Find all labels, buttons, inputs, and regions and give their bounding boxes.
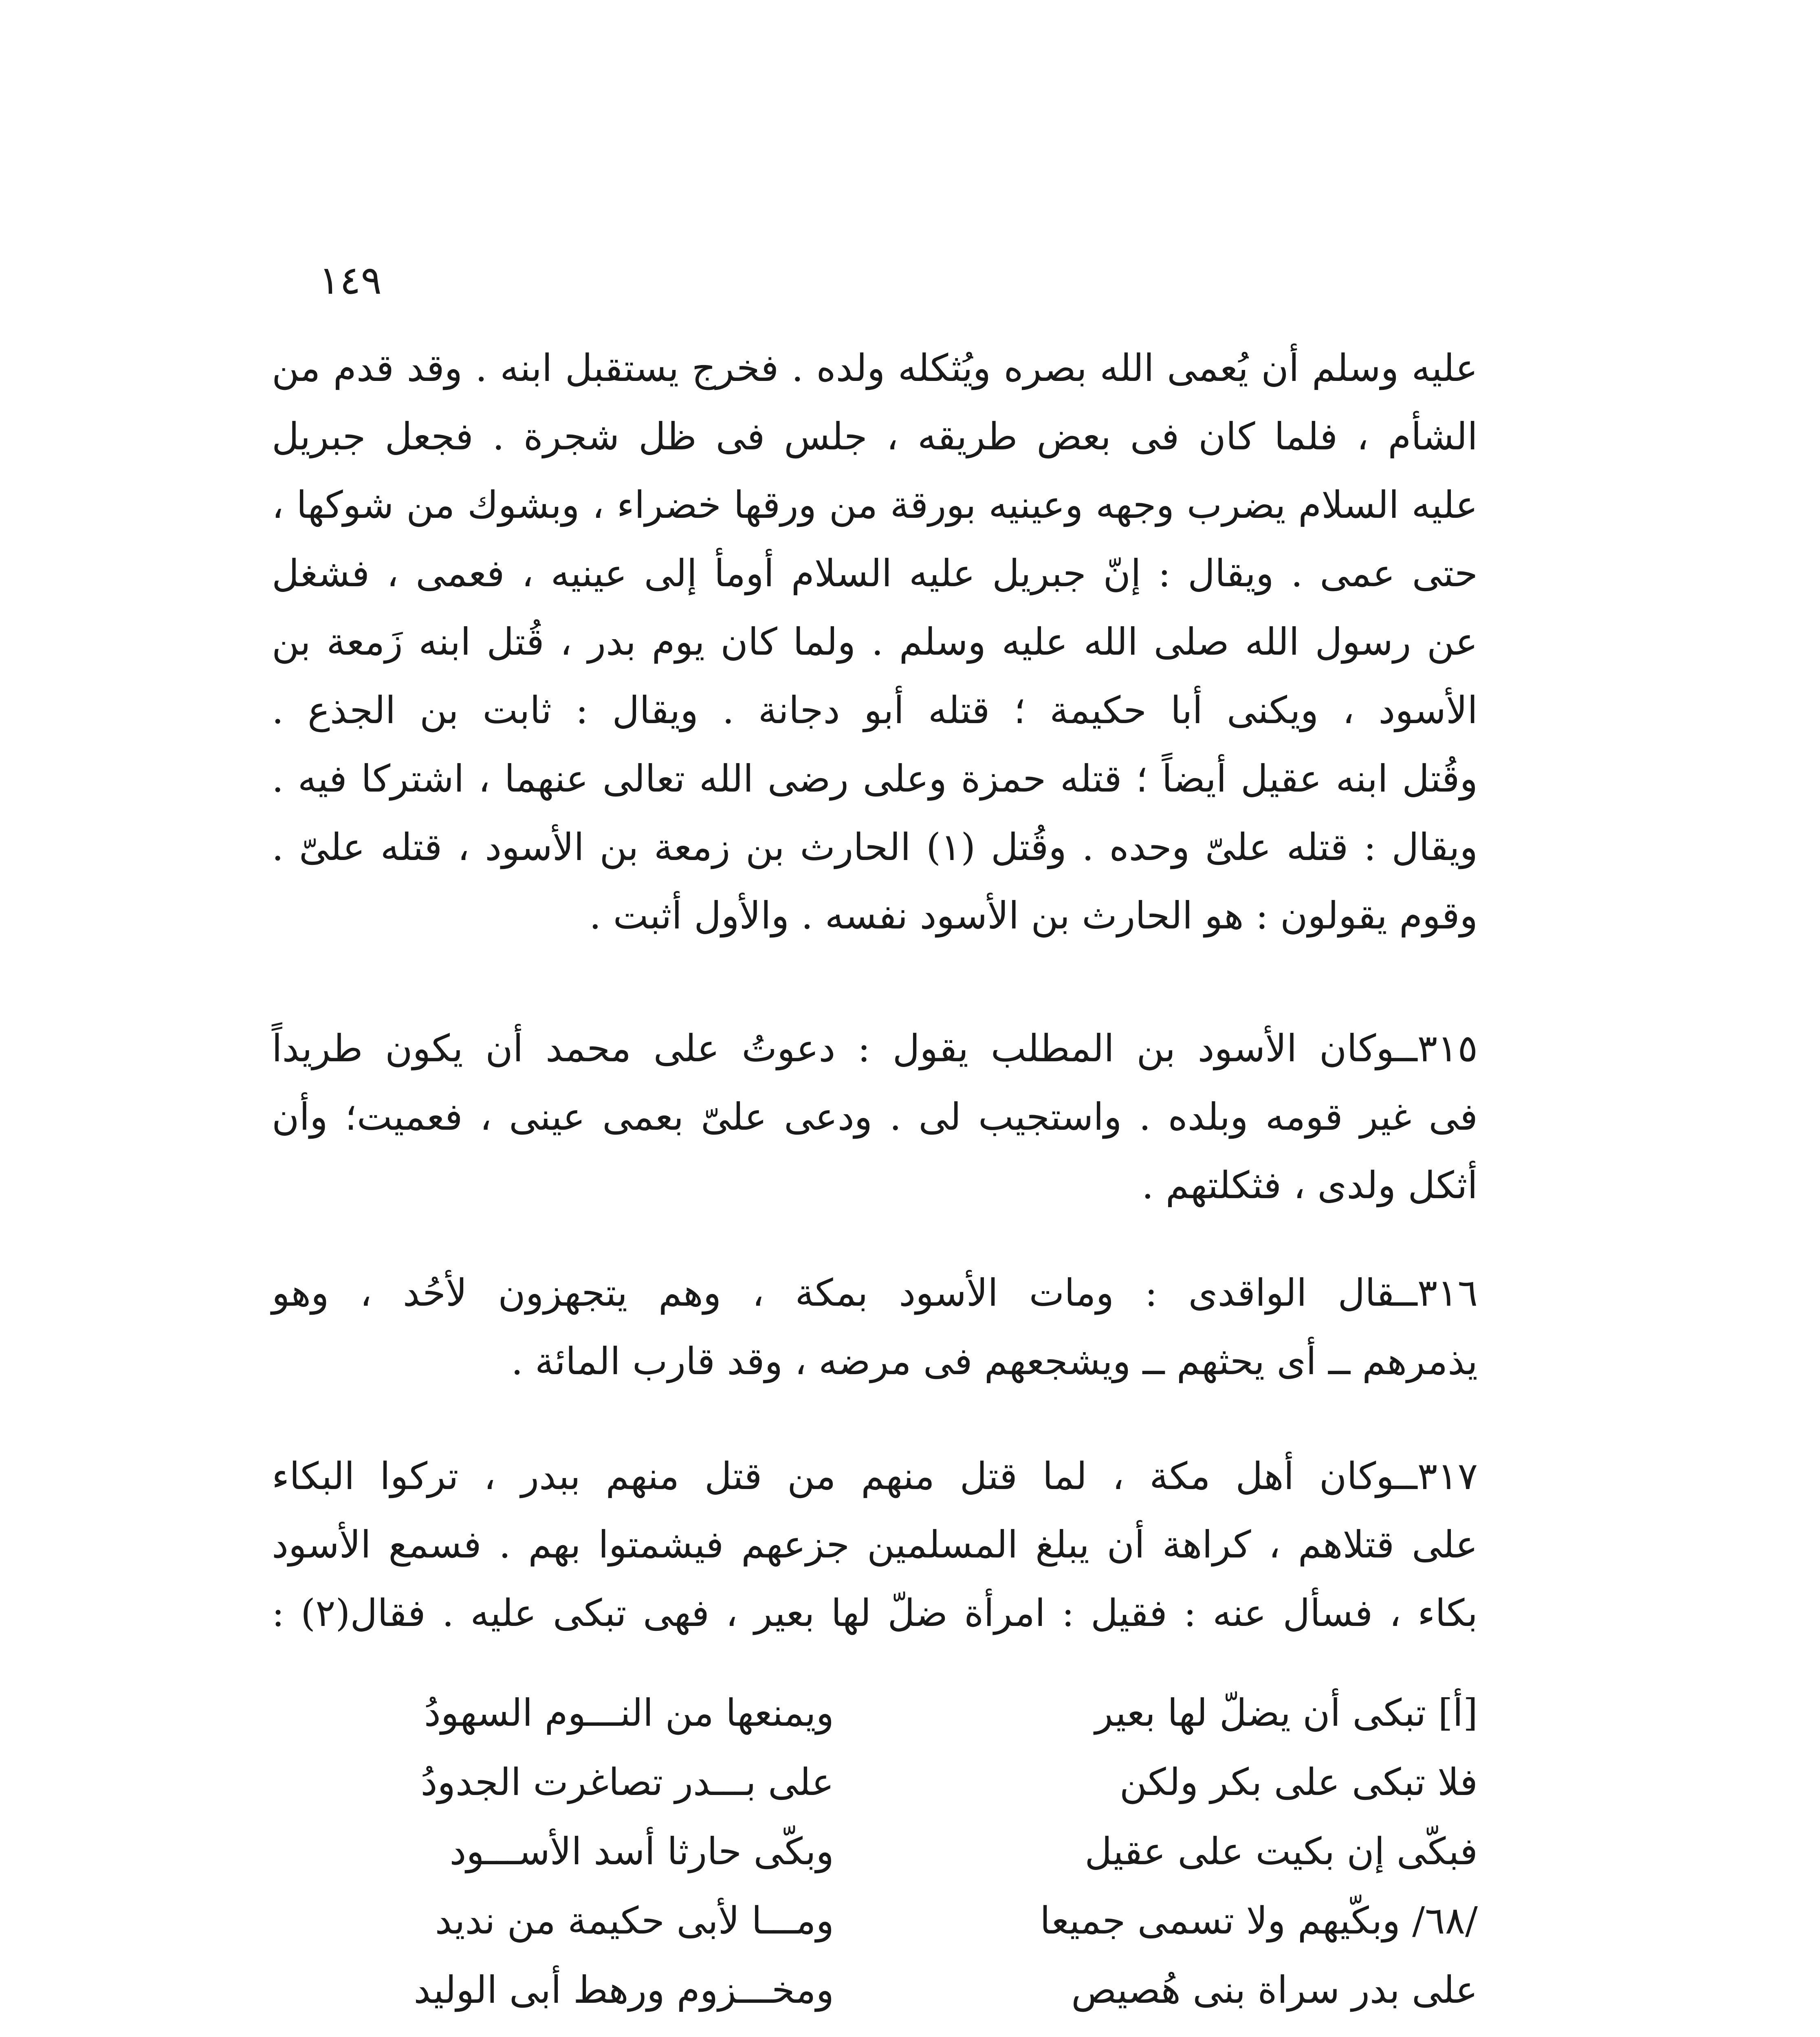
text-line: فى غير قومه وبلده . واستجيب لى . ودعى علىّ بعمى عينى ، فعميت؛ وأن <box>272 1095 1478 1139</box>
text-line: وقوم يقولون : هو الحارث بن الأسود نفسه . والأول أثبت . <box>589 894 1478 937</box>
verse-row <box>272 1886 1478 1956</box>
verse-row <box>272 1956 1478 2025</box>
text-line: ويقال : قتله علىّ وحده . وقُتل (١) الحارث بن زمعة بن الأسود ، قتله علىّ . <box>272 825 1478 869</box>
verse-second-hemistich: ويمنعها من النـــوم السهودُ <box>424 1691 834 1735</box>
verse-second-hemistich: ومـــا لأبى حكيمة من نديد <box>435 1899 834 1942</box>
text-line: ٣١٧ــوكان أهل مكة ، لما قتل منهم من قتل منهم ببدر ، تركوا البكاء <box>272 1454 1478 1498</box>
verse-first-hemistich: [أ] تبكى أن يضلّ لها بعير <box>1095 1691 1478 1735</box>
verse-second-hemistich: وبكّى حارثا أسد الأســـود <box>449 1830 834 1873</box>
verse-first-hemistich: /٦٨/ وبكّيهم ولا تسمى جميعا <box>1040 1899 1478 1942</box>
page-number: ١٤٩ <box>319 257 382 303</box>
text-line: حتى عمى . ويقال : إنّ جبريل عليه السلام أومأ إلى عينيه ، فعمى ، فشغل <box>272 552 1478 595</box>
text-line: عليه وسلم أن يُعمى الله بصره ويُثكله ولده . فخرج يستقبل ابنه . وقد قدم من <box>272 346 1478 390</box>
verse-second-hemistich: ومخـــزوم ورهط أبى الوليد <box>414 1968 834 2012</box>
verse-first-hemistich: على بدر سراة بنى هُصيص <box>1071 1968 1478 2012</box>
text-line: الأسود ، ويكنى أبا حكيمة ؛ قتله أبو دجانة . ويقال : ثابت بن الجذع . <box>272 689 1478 732</box>
text-line: عن رسول الله صلى الله عليه وسلم . ولما كان يوم بدر ، قُتل ابنه زَمعة بن <box>272 620 1478 664</box>
paragraph-1 <box>272 334 1478 950</box>
verse-first-hemistich: فبكّى إن بكيت على عقيل <box>1085 1830 1478 1873</box>
paragraph-316 <box>272 1259 1478 1396</box>
text-line: يذمرهم ــ أى يحثهم ــ ويشجعهم فى مرضه ، وقد قارب المائة . <box>511 1340 1478 1383</box>
verse-row <box>272 1748 1478 1817</box>
verse-row <box>272 1678 1478 1748</box>
text-line: أثكل ولدى ، فثكلتهم . <box>1142 1164 1478 1207</box>
text-line: بكاء ، فسأل عنه : فقيل : امرأة ضلّ لها بعير ، فهى تبكى عليه . فقال(٢) : <box>272 1591 1478 1635</box>
text-line: وقُتل ابنه عقيل أيضاً ؛ قتله حمزة وعلى رضى الله تعالى عنهما ، اشتركا فيه . <box>272 757 1478 801</box>
text-line: ٣١٥ــوكان الأسود بن المطلب يقول : دعوتُ على محمد أن يكون طريداً <box>272 1027 1478 1070</box>
verse-first-hemistich: فلا تبكى على بكر ولكن <box>1119 1760 1478 1804</box>
text-line: عليه السلام يضرب وجهه وعينيه بورقة من ورقها خضراء ، وبشوك من شوكها ، <box>272 483 1478 527</box>
paragraph-317 <box>272 1442 1478 1648</box>
text-line: على قتلاهم ، كراهة أن يبلغ المسلمين جزعهم فيشمتوا بهم . فسمع الأسود <box>272 1523 1478 1566</box>
verse-second-hemistich: على بـــدر تصاغرت الجدودُ <box>420 1760 834 1804</box>
verse-row <box>272 1817 1478 1886</box>
text-line: ٣١٦ــقال الواقدى : ومات الأسود بمكة ، وهم يتجهزون لأحُد ، وهو <box>272 1271 1478 1315</box>
text-line: الشأم ، فلما كان فى بعض طريقه ، جلس فى ظل شجرة . فجعل جبريل <box>272 415 1478 458</box>
paragraph-315 <box>272 1014 1478 1220</box>
